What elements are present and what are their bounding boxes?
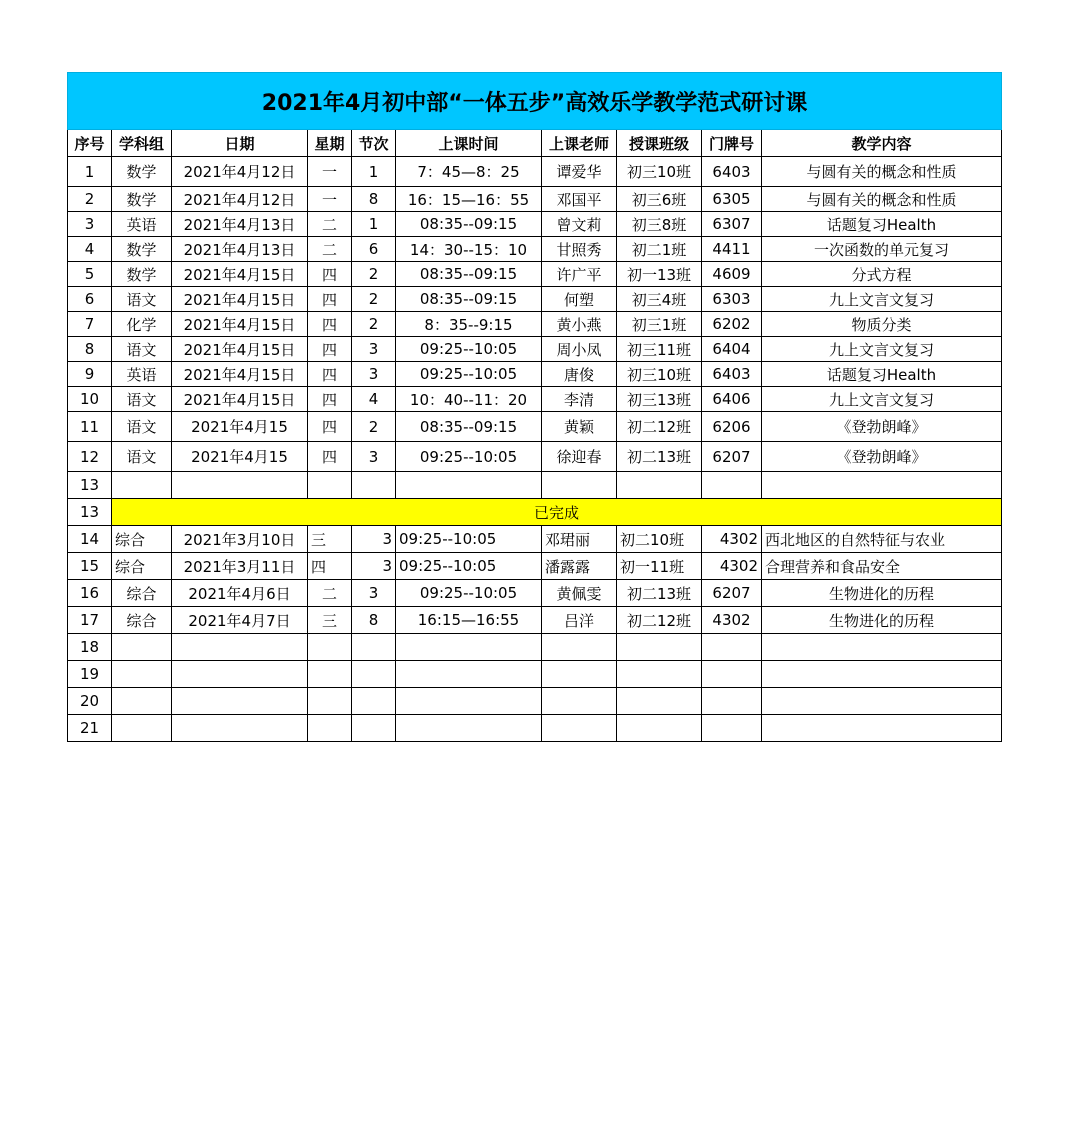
table-row xyxy=(68,580,1002,607)
cell-date[interactable]: 2021年4月15日 xyxy=(172,287,308,312)
cell-class[interactable] xyxy=(617,634,702,661)
cell-room[interactable]: 6202 xyxy=(702,312,762,337)
cell-time[interactable]: 09:25--10:05 xyxy=(396,526,542,553)
schedule-table xyxy=(67,72,1002,742)
cell-teacher[interactable]: 周小凤 xyxy=(542,337,617,362)
cell-teacher[interactable]: 邓国平 xyxy=(542,187,617,212)
cell-teacher[interactable]: 谭爱华 xyxy=(542,157,617,187)
cell-time[interactable] xyxy=(396,472,542,499)
cell-teacher[interactable] xyxy=(542,661,617,688)
cell-room[interactable]: 6404 xyxy=(702,337,762,362)
cell-time[interactable] xyxy=(396,688,542,715)
cell-date[interactable] xyxy=(172,472,308,499)
cell-class[interactable]: 初三8班 xyxy=(617,212,702,237)
cell-room[interactable]: 6303 xyxy=(702,287,762,312)
cell-room[interactable]: 6403 xyxy=(702,362,762,387)
cell-date[interactable]: 2021年4月7日 xyxy=(172,607,308,634)
cell-period[interactable] xyxy=(352,472,396,499)
cell-weekday[interactable]: 四 xyxy=(308,412,352,442)
cell-date[interactable]: 2021年4月13日 xyxy=(172,237,308,262)
table-row xyxy=(68,715,1002,742)
table-row xyxy=(68,312,1002,337)
cell-period[interactable]: 1 xyxy=(352,157,396,187)
cell-period[interactable] xyxy=(352,688,396,715)
cell-content[interactable]: 一次函数的单元复习 xyxy=(762,237,1002,262)
cell-room[interactable]: 4411 xyxy=(702,237,762,262)
cell-time[interactable]: 08:35--09:15 xyxy=(396,212,542,237)
cell-index[interactable]: 2 xyxy=(68,187,112,212)
cell-content[interactable] xyxy=(762,715,1002,742)
cell-index[interactable]: 13 xyxy=(68,499,112,526)
cell-index[interactable]: 8 xyxy=(68,337,112,362)
cell-subject[interactable]: 综合 xyxy=(112,580,172,607)
cell-index[interactable]: 17 xyxy=(68,607,112,634)
cell-class[interactable]: 初一13班 xyxy=(617,262,702,287)
cell-date[interactable]: 2021年4月12日 xyxy=(172,187,308,212)
cell-date[interactable] xyxy=(172,634,308,661)
cell-content[interactable] xyxy=(762,688,1002,715)
table-row xyxy=(68,287,1002,312)
cell-room[interactable]: 6305 xyxy=(702,187,762,212)
cell-content[interactable]: 九上文言文复习 xyxy=(762,387,1002,412)
cell-teacher[interactable]: 潘露露 xyxy=(542,553,617,580)
cell-class[interactable] xyxy=(617,715,702,742)
cell-teacher[interactable] xyxy=(542,634,617,661)
cell-teacher[interactable]: 唐俊 xyxy=(542,362,617,387)
cell-date[interactable]: 2021年4月15日 xyxy=(172,387,308,412)
cell-weekday[interactable]: 四 xyxy=(308,553,352,580)
cell-index[interactable]: 16 xyxy=(68,580,112,607)
table-row xyxy=(68,553,1002,580)
cell-teacher[interactable]: 黄佩雯 xyxy=(542,580,617,607)
cell-period[interactable]: 2 xyxy=(352,312,396,337)
cell-subject[interactable]: 综合 xyxy=(112,526,172,553)
cell-date[interactable]: 2021年3月10日 xyxy=(172,526,308,553)
table-row xyxy=(68,187,1002,212)
cell-weekday[interactable]: 四 xyxy=(308,312,352,337)
cell-time[interactable]: 08:35--09:15 xyxy=(396,287,542,312)
cell-class[interactable]: 初三6班 xyxy=(617,187,702,212)
cell-index[interactable]: 4 xyxy=(68,237,112,262)
cell-period[interactable]: 1 xyxy=(352,212,396,237)
cell-content[interactable]: 与圆有关的概念和性质 xyxy=(762,157,1002,187)
cell-content[interactable] xyxy=(762,472,1002,499)
table-row xyxy=(68,526,1002,553)
header-period[interactable]: 节次 xyxy=(352,130,396,157)
cell-time[interactable]: 08:35--09:15 xyxy=(396,412,542,442)
cell-content[interactable]: 西北地区的自然特征与农业 xyxy=(762,526,1002,553)
table-row xyxy=(68,362,1002,387)
cell-room[interactable] xyxy=(702,688,762,715)
header-time[interactable]: 上课时间 xyxy=(396,130,542,157)
cell-time[interactable]: 08:35--09:15 xyxy=(396,262,542,287)
cell-weekday[interactable] xyxy=(308,472,352,499)
cell-teacher[interactable]: 甘照秀 xyxy=(542,237,617,262)
cell-period[interactable] xyxy=(352,715,396,742)
cell-class[interactable] xyxy=(617,472,702,499)
table-row xyxy=(68,634,1002,661)
cell-class[interactable]: 初二1班 xyxy=(617,237,702,262)
cell-index[interactable]: 1 xyxy=(68,157,112,187)
cell-room[interactable]: 4302 xyxy=(702,526,762,553)
header-row xyxy=(68,130,1002,157)
table-row xyxy=(68,412,1002,442)
cell-room[interactable]: 6207 xyxy=(702,580,762,607)
sheet-title[interactable]: 2021年4月初中部“一体五步”高效乐学教学范式研讨课 xyxy=(68,73,1002,130)
cell-room[interactable]: 6403 xyxy=(702,157,762,187)
cell-date[interactable]: 2021年4月13日 xyxy=(172,212,308,237)
cell-weekday[interactable]: 一 xyxy=(308,157,352,187)
header-index[interactable]: 序号 xyxy=(68,130,112,157)
cell-content[interactable]: 生物进化的历程 xyxy=(762,580,1002,607)
cell-class[interactable]: 初二12班 xyxy=(617,607,702,634)
cell-index[interactable]: 9 xyxy=(68,362,112,387)
cell-period[interactable]: 3 xyxy=(352,442,396,472)
cell-class[interactable]: 初三13班 xyxy=(617,387,702,412)
table-row xyxy=(68,157,1002,187)
cell-date[interactable] xyxy=(172,688,308,715)
completed-band-row xyxy=(68,499,1002,526)
cell-room[interactable] xyxy=(702,715,762,742)
cell-room[interactable]: 6307 xyxy=(702,212,762,237)
header-content[interactable]: 教学内容 xyxy=(762,130,1002,157)
cell-weekday[interactable]: 三 xyxy=(308,607,352,634)
cell-teacher[interactable]: 曾文莉 xyxy=(542,212,617,237)
cell-date[interactable]: 2021年4月15日 xyxy=(172,262,308,287)
table-row xyxy=(68,688,1002,715)
cell-date[interactable]: 2021年4月15日 xyxy=(172,337,308,362)
cell-date[interactable]: 2021年3月11日 xyxy=(172,553,308,580)
cell-weekday[interactable]: 二 xyxy=(308,580,352,607)
cell-index[interactable]: 10 xyxy=(68,387,112,412)
cell-class[interactable]: 初三1班 xyxy=(617,312,702,337)
table-row xyxy=(68,607,1002,634)
cell-date[interactable]: 2021年4月12日 xyxy=(172,157,308,187)
spreadsheet xyxy=(67,72,1001,742)
cell-teacher[interactable] xyxy=(542,688,617,715)
cell-period[interactable]: 2 xyxy=(352,262,396,287)
cell-time[interactable]: 09:25--10:05 xyxy=(396,337,542,362)
cell-weekday[interactable] xyxy=(308,688,352,715)
cell-period[interactable]: 6 xyxy=(352,237,396,262)
cell-time[interactable]: 10：40--11：20 xyxy=(396,387,542,412)
cell-weekday[interactable]: 四 xyxy=(308,262,352,287)
cell-index[interactable]: 18 xyxy=(68,634,112,661)
cell-index[interactable]: 19 xyxy=(68,661,112,688)
cell-date[interactable]: 2021年4月15 xyxy=(172,412,308,442)
table-row xyxy=(68,661,1002,688)
cell-content[interactable]: 九上文言文复习 xyxy=(762,337,1002,362)
cell-subject[interactable] xyxy=(112,472,172,499)
cell-teacher[interactable]: 何塑 xyxy=(542,287,617,312)
cell-weekday[interactable]: 一 xyxy=(308,187,352,212)
cell-period[interactable]: 3 xyxy=(352,580,396,607)
cell-weekday[interactable] xyxy=(308,715,352,742)
table-row xyxy=(68,337,1002,362)
table-row xyxy=(68,442,1002,472)
cell-teacher[interactable]: 黄颖 xyxy=(542,412,617,442)
cell-index[interactable]: 3 xyxy=(68,212,112,237)
cell-teacher[interactable]: 邓珺丽 xyxy=(542,526,617,553)
cell-period[interactable] xyxy=(352,661,396,688)
cell-index[interactable]: 11 xyxy=(68,412,112,442)
cell-room[interactable]: 6206 xyxy=(702,412,762,442)
cell-class[interactable]: 初二13班 xyxy=(617,442,702,472)
cell-teacher[interactable]: 吕洋 xyxy=(542,607,617,634)
cell-period[interactable]: 2 xyxy=(352,287,396,312)
cell-time[interactable]: 16:15—16:55 xyxy=(396,607,542,634)
cell-content[interactable]: 话题复习Health xyxy=(762,212,1002,237)
table-row xyxy=(68,262,1002,287)
cell-index[interactable]: 6 xyxy=(68,287,112,312)
cell-content[interactable]: 九上文言文复习 xyxy=(762,287,1002,312)
cell-room[interactable] xyxy=(702,472,762,499)
cell-index[interactable]: 20 xyxy=(68,688,112,715)
cell-weekday[interactable] xyxy=(308,661,352,688)
cell-subject[interactable]: 语文 xyxy=(112,412,172,442)
cell-class[interactable]: 初二10班 xyxy=(617,526,702,553)
cell-subject[interactable]: 语文 xyxy=(112,287,172,312)
cell-content[interactable] xyxy=(762,661,1002,688)
cell-time[interactable]: 8：35--9:15 xyxy=(396,312,542,337)
cell-index[interactable]: 5 xyxy=(68,262,112,287)
cell-content[interactable] xyxy=(762,634,1002,661)
cell-class[interactable]: 初三10班 xyxy=(617,362,702,387)
table-row xyxy=(68,237,1002,262)
cell-class[interactable] xyxy=(617,688,702,715)
cell-period[interactable]: 8 xyxy=(352,607,396,634)
cell-subject[interactable]: 综合 xyxy=(112,553,172,580)
table-row xyxy=(68,212,1002,237)
cell-subject[interactable]: 数学 xyxy=(112,262,172,287)
cell-period[interactable]: 3 xyxy=(352,553,396,580)
cell-room[interactable]: 6207 xyxy=(702,442,762,472)
cell-date[interactable] xyxy=(172,715,308,742)
cell-room[interactable]: 6406 xyxy=(702,387,762,412)
header-subject[interactable]: 学科组 xyxy=(112,130,172,157)
cell-weekday[interactable]: 三 xyxy=(308,526,352,553)
cell-subject[interactable]: 化学 xyxy=(112,312,172,337)
cell-subject[interactable] xyxy=(112,661,172,688)
cell-subject[interactable]: 语文 xyxy=(112,442,172,472)
cell-time[interactable]: 7：45—8：25 xyxy=(396,157,542,187)
cell-time[interactable]: 16：15—16：55 xyxy=(396,187,542,212)
cell-time[interactable] xyxy=(396,661,542,688)
header-teacher[interactable]: 上课老师 xyxy=(542,130,617,157)
cell-weekday[interactable]: 四 xyxy=(308,387,352,412)
cell-content[interactable]: 分式方程 xyxy=(762,262,1002,287)
cell-time[interactable]: 09:25--10:05 xyxy=(396,553,542,580)
cell-index[interactable]: 14 xyxy=(68,526,112,553)
cell-date[interactable]: 2021年4月6日 xyxy=(172,580,308,607)
cell-period[interactable]: 3 xyxy=(352,526,396,553)
cell-subject[interactable]: 综合 xyxy=(112,607,172,634)
cell-class[interactable]: 初三4班 xyxy=(617,287,702,312)
cell-date[interactable]: 2021年4月15 xyxy=(172,442,308,472)
cell-teacher[interactable]: 李清 xyxy=(542,387,617,412)
cell-time[interactable]: 09:25--10:05 xyxy=(396,442,542,472)
table-row xyxy=(68,387,1002,412)
cell-content[interactable]: 《登勃朗峰》 xyxy=(762,442,1002,472)
cell-teacher[interactable]: 许广平 xyxy=(542,262,617,287)
cell-subject[interactable]: 数学 xyxy=(112,187,172,212)
cell-index[interactable]: 7 xyxy=(68,312,112,337)
cell-period[interactable]: 3 xyxy=(352,362,396,387)
cell-class[interactable]: 初三10班 xyxy=(617,157,702,187)
cell-class[interactable]: 初一11班 xyxy=(617,553,702,580)
cell-time[interactable]: 09:25--10:05 xyxy=(396,362,542,387)
cell-weekday[interactable]: 二 xyxy=(308,237,352,262)
cell-subject[interactable]: 英语 xyxy=(112,212,172,237)
cell-subject[interactable] xyxy=(112,688,172,715)
cell-class[interactable]: 初三11班 xyxy=(617,337,702,362)
cell-period[interactable]: 2 xyxy=(352,412,396,442)
header-date[interactable]: 日期 xyxy=(172,130,308,157)
cell-room[interactable]: 4302 xyxy=(702,607,762,634)
cell-subject[interactable]: 英语 xyxy=(112,362,172,387)
cell-subject[interactable]: 数学 xyxy=(112,157,172,187)
header-weekday[interactable]: 星期 xyxy=(308,130,352,157)
cell-time[interactable] xyxy=(396,715,542,742)
cell-content[interactable]: 与圆有关的概念和性质 xyxy=(762,187,1002,212)
cell-subject[interactable]: 数学 xyxy=(112,237,172,262)
cell-time[interactable]: 09:25--10:05 xyxy=(396,580,542,607)
cell-date[interactable]: 2021年4月15日 xyxy=(172,312,308,337)
cell-period[interactable]: 4 xyxy=(352,387,396,412)
cell-weekday[interactable]: 四 xyxy=(308,287,352,312)
cell-date[interactable]: 2021年4月15日 xyxy=(172,362,308,387)
cell-period[interactable]: 8 xyxy=(352,187,396,212)
cell-class[interactable] xyxy=(617,661,702,688)
cell-index[interactable]: 13 xyxy=(68,472,112,499)
cell-content[interactable]: 物质分类 xyxy=(762,312,1002,337)
completed-label[interactable]: 已完成 xyxy=(112,499,1002,526)
cell-period[interactable] xyxy=(352,634,396,661)
cell-teacher[interactable] xyxy=(542,472,617,499)
cell-period[interactable]: 3 xyxy=(352,337,396,362)
cell-teacher[interactable] xyxy=(542,715,617,742)
cell-weekday[interactable] xyxy=(308,634,352,661)
cell-index[interactable]: 21 xyxy=(68,715,112,742)
cell-weekday[interactable]: 四 xyxy=(308,442,352,472)
header-room[interactable]: 门牌号 xyxy=(702,130,762,157)
cell-index[interactable]: 15 xyxy=(68,553,112,580)
cell-subject[interactable] xyxy=(112,715,172,742)
cell-time[interactable] xyxy=(396,634,542,661)
cell-teacher[interactable]: 黄小燕 xyxy=(542,312,617,337)
cell-content[interactable]: 《登勃朗峰》 xyxy=(762,412,1002,442)
cell-weekday[interactable]: 二 xyxy=(308,212,352,237)
cell-time[interactable]: 14：30--15：10 xyxy=(396,237,542,262)
cell-subject[interactable] xyxy=(112,634,172,661)
cell-subject[interactable]: 语文 xyxy=(112,387,172,412)
cell-subject[interactable]: 语文 xyxy=(112,337,172,362)
cell-date[interactable] xyxy=(172,661,308,688)
cell-class[interactable]: 初二13班 xyxy=(617,580,702,607)
cell-room[interactable]: 4609 xyxy=(702,262,762,287)
cell-content[interactable]: 生物进化的历程 xyxy=(762,607,1002,634)
cell-class[interactable]: 初二12班 xyxy=(617,412,702,442)
cell-room[interactable] xyxy=(702,634,762,661)
cell-content[interactable]: 话题复习Health xyxy=(762,362,1002,387)
cell-index[interactable]: 12 xyxy=(68,442,112,472)
cell-weekday[interactable]: 四 xyxy=(308,337,352,362)
cell-teacher[interactable]: 徐迎春 xyxy=(542,442,617,472)
cell-room[interactable] xyxy=(702,661,762,688)
cell-content[interactable]: 合理营养和食品安全 xyxy=(762,553,1002,580)
cell-room[interactable]: 4302 xyxy=(702,553,762,580)
table-row xyxy=(68,472,1002,499)
cell-weekday[interactable]: 四 xyxy=(308,362,352,387)
header-class[interactable]: 授课班级 xyxy=(617,130,702,157)
